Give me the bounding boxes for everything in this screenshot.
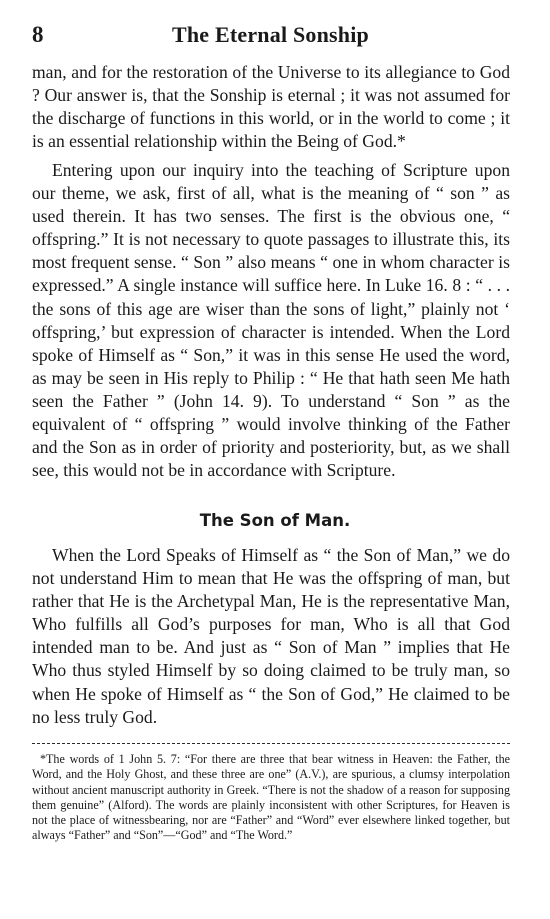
paragraph-continuation: [32, 61, 510, 153]
page-number: 8: [32, 22, 44, 47]
footnote: [32, 752, 510, 844]
paragraph-1: man, and for the restoration of the Universe to its allegiance to God ? Our answer is, that the Sonship is eternal ; it was not assumed for the discharge of functions in this world, or in the world to come ; it is an essential relationship within the Being of God.*: [32, 62, 510, 152]
footnote-text: *The words of 1 John 5. 7: “For there are three that bear witness in Heaven: the Father, the Word, and the Holy Ghost, and these three are one” (A.V.), are spurious, a clumsy interpolation without ancient manuscript authority in Greek. “There is not the shadow of a reason for supposing them genuine” (Alford). The words are plainly inconsistent with other Scriptures, for Heaven is not the place of witnessbearing, nor are “Father” and “Word” ever elsewhere linked together, but always “Father” and “Son”—“God” and “The Word.”: [32, 752, 510, 843]
page-header: [32, 22, 520, 58]
paragraph-2: Entering upon our inquiry into the teaching of Scripture upon our theme, we ask, first of all, what is the meaning of “ son ” as used therein. It has two senses. The first is the obvious one, “ offspring.” It is not necessary to quote passages to illustrate this, its most frequent sense. “ Son ” also means “ one in whom character is expressed.” A single instance will suffice here. In Luke 16. 8 : “ . . . the sons of this age are wiser than the sons of light,” plainly not ‘ offspring,’ but expression of character is intended. When the Lord spoke of Himself as “ Son,” it was in this sense He used the word, as may be seen in His reply to Philip : “ He that hath seen Me hath seen the Father ” (John 14. 9). To understand “ Son ” as the equivalent of “ offspring ” would involve thinking of the Father and the Son as in order of priority and posteriority, but, as we shall see, this would not be in accordance with Scripture.: [32, 160, 510, 481]
paragraph-block-2: [32, 159, 510, 482]
section-heading: The Son of Man.: [199, 511, 351, 530]
paragraph-block-3: [32, 544, 510, 729]
running-title: The Eternal Sonship: [172, 22, 369, 47]
footnote-divider: [32, 743, 510, 744]
paragraph-3: When the Lord Speaks of Himself as “ the Son of Man,” we do not understand Him to mean that He was the offspring of man, but rather that He is the Archetypal Man, He is the representative Man, Who fulfills all God’s purposes for man, Who is all that God intended man to be. And just as “ Son of Man ” implies that He Who thus styled Himself by so doing claimed to be truly man, so when He spoke of Himself as “ the Son of God,” He claimed to be no less truly God.: [32, 545, 510, 727]
